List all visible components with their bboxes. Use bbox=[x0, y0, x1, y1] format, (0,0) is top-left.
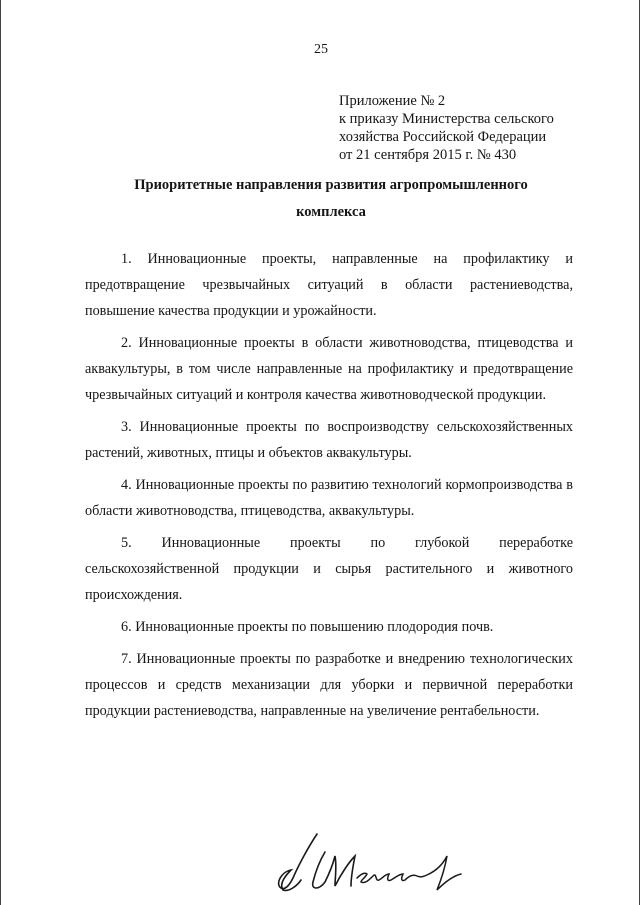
list-item-1: 1. Инновационные проекты, направленные на профилактику и предотвращение чрезвычайных ситуаций в области растениеводства, повышение качества продукции и урожайности. bbox=[85, 251, 573, 319]
appendix-header bbox=[339, 92, 554, 164]
appendix-line-3: хозяйства Российской Федерации bbox=[339, 129, 547, 145]
appendix-line-4: от 21 сентября 2015 г. № 430 bbox=[339, 147, 517, 163]
signature-image bbox=[269, 826, 479, 896]
priority-list bbox=[85, 246, 573, 724]
document-title-line-2: комплекса bbox=[296, 204, 366, 220]
list-item-4: 4. Инновационные проекты по развитию технологий кормопроизводства в области животноводства, птицеводства, аквакультуры. bbox=[85, 477, 573, 519]
appendix-line-1: Приложение № 2 bbox=[339, 93, 446, 109]
list-item-3: 3. Инновационные проекты по воспроизводству сельскохозяйственных растений, животных, птицы и объектов аквакультуры. bbox=[85, 419, 573, 461]
list-item-2: 2. Инновационные проекты в области животноводства, птицеводства и аквакультуры, в том числе направленные на профилактику и предотвращение чрезвычайных ситуаций и контроля качества животноводческой продукции. bbox=[85, 335, 573, 403]
list-item-6: 6. Инновационные проекты по повышению плодородия почв. bbox=[121, 619, 494, 635]
page-number: 25 bbox=[314, 42, 328, 57]
list-item-7: 7. Инновационные проекты по разработке и внедрению технологических процессов и средств механизации для уборки и первичной переработки продукции растениеводства, направленные на увеличение рентабельности. bbox=[85, 651, 573, 719]
appendix-line-2: к приказу Министерства сельского bbox=[339, 111, 554, 127]
document-title-line-1: Приоритетные направления развития агропромышленного bbox=[134, 177, 528, 193]
list-item-5: 5. Инновационные проекты по глубокой переработке сельскохозяйственной продукции и сырья растительного и животного происхождения. bbox=[85, 535, 573, 603]
